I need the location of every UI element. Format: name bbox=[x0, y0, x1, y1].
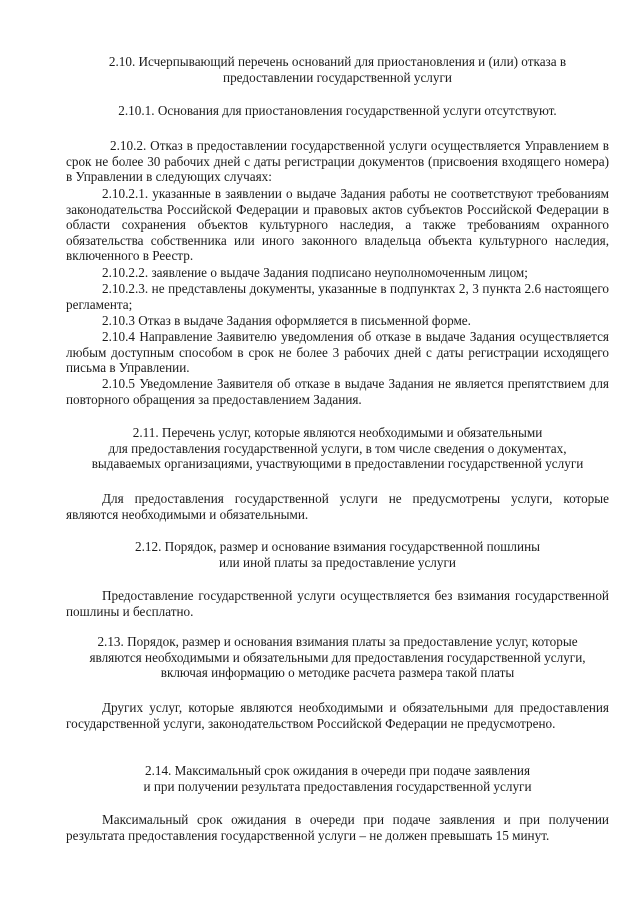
section-2-10-heading bbox=[66, 54, 609, 85]
section-2-11-heading bbox=[66, 425, 609, 472]
heading-line: для предоставления государственной услуги, в том числе сведения о документах, bbox=[108, 440, 567, 456]
heading-line: 2.11. Перечень услуг, которые являются необходимыми и обязательными bbox=[132, 425, 543, 440]
paragraph-2-10-1: 2.10.1. Основания для приостановления государственной услуги отсутствуют. bbox=[118, 103, 557, 118]
paragraph-2-10-2-1: 2.10.2.1. указанные в заявлении о выдаче Задания работы не соответствуют требованиям законодательства Российской Федерации и правовых актов субъектов Российской Федерации в области сохранения объектов культурного наследия, а также требованиям охранного обязательства собственника или иного законного владельца объекта культурного наследия, включенного в Реестр. bbox=[66, 186, 609, 264]
paragraph-2-12: Предоставление государственной услуги осуществляется без взимания государственной пошлины и бесплатно. bbox=[66, 588, 609, 619]
heading-line: являются необходимыми и обязательными для предоставления государственной услуги, bbox=[89, 649, 586, 665]
heading-line: 2.12. Порядок, размер и основание взимания государственной пошлины bbox=[135, 539, 540, 554]
section-2-12-heading bbox=[66, 539, 609, 570]
paragraph-2-10-2-2: 2.10.2.2. заявление о выдаче Задания подписано неуполномоченным лицом; bbox=[102, 265, 528, 280]
paragraph-2-10-5: 2.10.5 Уведомление Заявителя об отказе в выдаче Задания не является препятствием для повторного обращения за предоставлением Задания. bbox=[66, 376, 609, 407]
heading-line: и при получении результата предоставления государственной услуги bbox=[143, 778, 532, 794]
paragraph-2-10-2-3: 2.10.2.3. не представлены документы, указанные в подпунктах 2, 3 пункта 2.6 настоящего регламента; bbox=[66, 281, 609, 312]
heading-line: 2.10. Исчерпывающий перечень оснований для приостановления и (или) отказа в bbox=[108, 54, 567, 69]
heading-line: 2.13. Порядок, размер и основания взимания платы за предоставление услуг, которые bbox=[97, 634, 578, 649]
paragraph-2-13: Других услуг, которые являются необходимыми и обязательными для предоставления государственной услуги, законодательством Российской Федерации не предусмотрено. bbox=[66, 700, 609, 731]
heading-line: или иной платы за предоставление услуги bbox=[219, 554, 456, 570]
paragraph-2-10-2: 2.10.2. Отказ в предоставлении государственной услуги осуществляется Управлением в срок не более 30 рабочих дней с даты регистрации документов (присвоения входящего номера) в Управлении в следующих случаях: bbox=[66, 138, 609, 185]
paragraph-2-10-4: 2.10.4 Направление Заявителю уведомления об отказе в выдаче Задания осуществляется любым доступным способом в срок не более 3 рабочих дней с даты регистрации исходящего письма в Управлении. bbox=[66, 329, 609, 376]
heading-line: выдаваемых организациями, участвующими в предоставлении государственной услуги bbox=[91, 456, 584, 472]
section-2-13-heading bbox=[66, 634, 609, 681]
heading-line: включая информацию о методике расчета размера такой платы bbox=[160, 665, 515, 681]
section-2-14-heading bbox=[66, 763, 609, 794]
paragraph-2-11: Для предоставления государственной услуги не предусмотрены услуги, которые являются необходимыми и обязательными. bbox=[66, 491, 609, 522]
heading-line: предоставлении государственной услуги bbox=[223, 69, 452, 85]
paragraph-2-14: Максимальный срок ожидания в очереди при подаче заявления и при получении результата предоставления государственной услуги – не должен превышать 15 минут. bbox=[66, 812, 609, 843]
heading-line: 2.14. Максимальный срок ожидания в очереди при подаче заявления bbox=[144, 763, 531, 778]
paragraph-2-10-3: 2.10.3 Отказ в выдаче Задания оформляется в письменной форме. bbox=[102, 313, 471, 328]
